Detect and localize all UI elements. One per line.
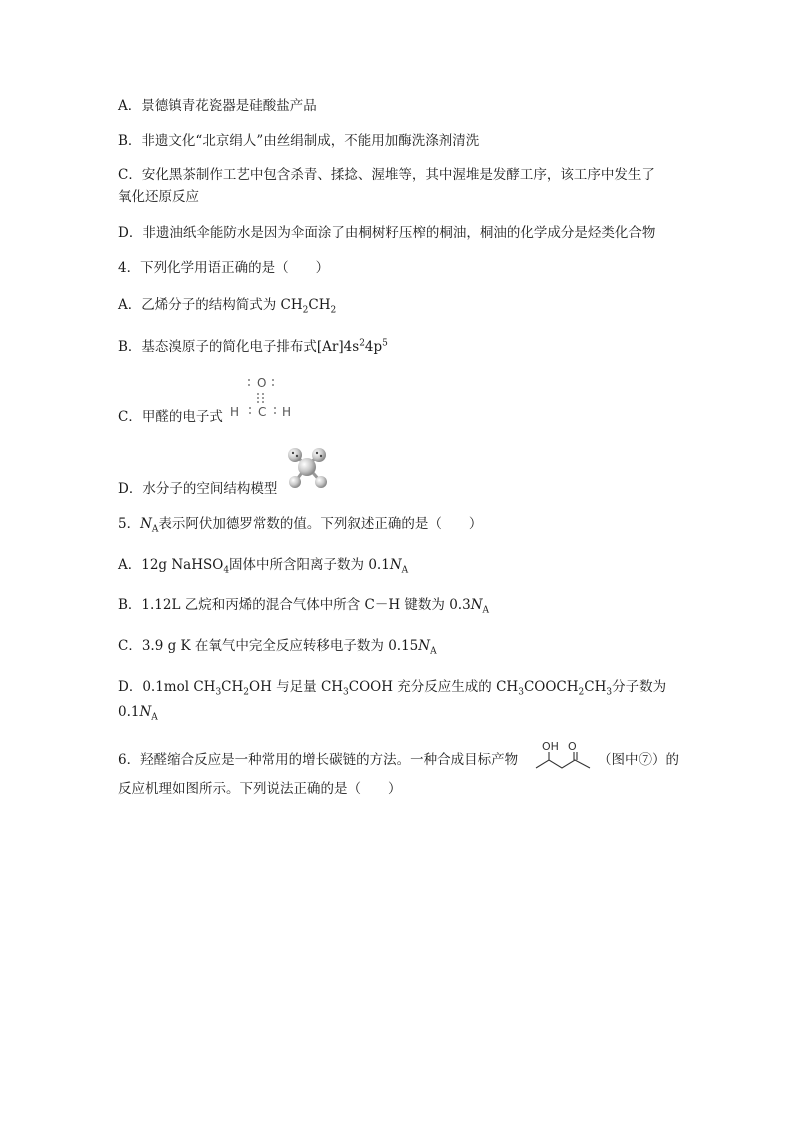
q3-option-b: B．非遗文化“北京绢人”由丝绢制成，不能用加酶洗涤剂清洗 bbox=[118, 133, 480, 149]
hydroxyl-label: OH bbox=[542, 740, 559, 753]
q3-option-c-line2: 氧化还原反应 bbox=[118, 189, 199, 205]
q4-option-a: A．乙烯分子的结构简式为 $CH_2CH_2$ bbox=[118, 297, 337, 316]
q6-line1-prefix: 6．羟醛缩合反应是一种常用的增长碳链的方法。一种合成目标产物 bbox=[118, 752, 519, 768]
carbonyl-oxygen-label: O bbox=[568, 740, 577, 753]
q5-stem: 5．$N_A$表示阿伏加德罗常数的值。下列叙述正确的是（ ） bbox=[118, 516, 483, 535]
water-model-image bbox=[284, 444, 332, 492]
oxygen-ball bbox=[298, 458, 316, 476]
q3-option-c-line1: C．安化黑茶制作工艺中包含杀青、揉捻、渥堆等，其中渥堆是发酵工序，该工序中发生了 bbox=[118, 167, 655, 183]
q5-option-d-line1: D．0.1mol $CH_3CH_2OH$ 与足量 $CH_3COOH$ 充分反应生成的 $CH_3COOCH_2CH_3$分子数为 bbox=[118, 679, 667, 698]
q5-option-c: C．3.9 g K 在氧气中完全反应转移电子数为 $0.15N_A$ bbox=[118, 638, 437, 657]
atom-h-left: H bbox=[230, 405, 240, 419]
lone-pair-lobe bbox=[288, 448, 302, 462]
q4-stem: 4．下列化学用语正确的是（ ） bbox=[118, 260, 330, 276]
hydrogen-ball bbox=[289, 476, 301, 488]
q6-line2: 反应机理如图所示。下列说法正确的是（ ） bbox=[118, 781, 402, 797]
q4-option-d: D．水分子的空间结构模型 bbox=[118, 481, 278, 497]
q6-line1-suffix: （图中⑦）的 bbox=[598, 752, 679, 768]
q5-option-b: B．1.12L 乙烷和丙烯的混合气体中所含 C－H 键数为 $0.3N_A$ bbox=[118, 597, 489, 616]
q4-option-c: C．甲醛的电子式 bbox=[118, 409, 223, 425]
formaldehyde-electron-formula bbox=[228, 372, 298, 422]
atom-c: C bbox=[258, 405, 267, 419]
q4-option-b: B．基态溴原子的简化电子排布式$[Ar]4s^24p^5$ bbox=[118, 338, 388, 355]
q5-option-d-line2: $0.1N_A$ bbox=[118, 704, 158, 723]
atom-h-right: H bbox=[282, 405, 292, 419]
q3-option-d: D．非遗油纸伞能防水是因为伞面涂了由桐树籽压榨的桐油，桐油的化学成分是烃类化合物 bbox=[118, 225, 656, 241]
q5-option-a: A．12g NaHSO$_4$固体中所含阳离子数为 $0.1N_A$ bbox=[118, 557, 409, 576]
q3-option-a: A．景德镇青花瓷器是硅酸盐产品 bbox=[118, 98, 317, 114]
hydrogen-ball bbox=[315, 476, 327, 488]
lone-pair-lobe bbox=[312, 448, 326, 462]
target-product-structure bbox=[534, 738, 596, 776]
atom-o: O bbox=[257, 376, 267, 390]
